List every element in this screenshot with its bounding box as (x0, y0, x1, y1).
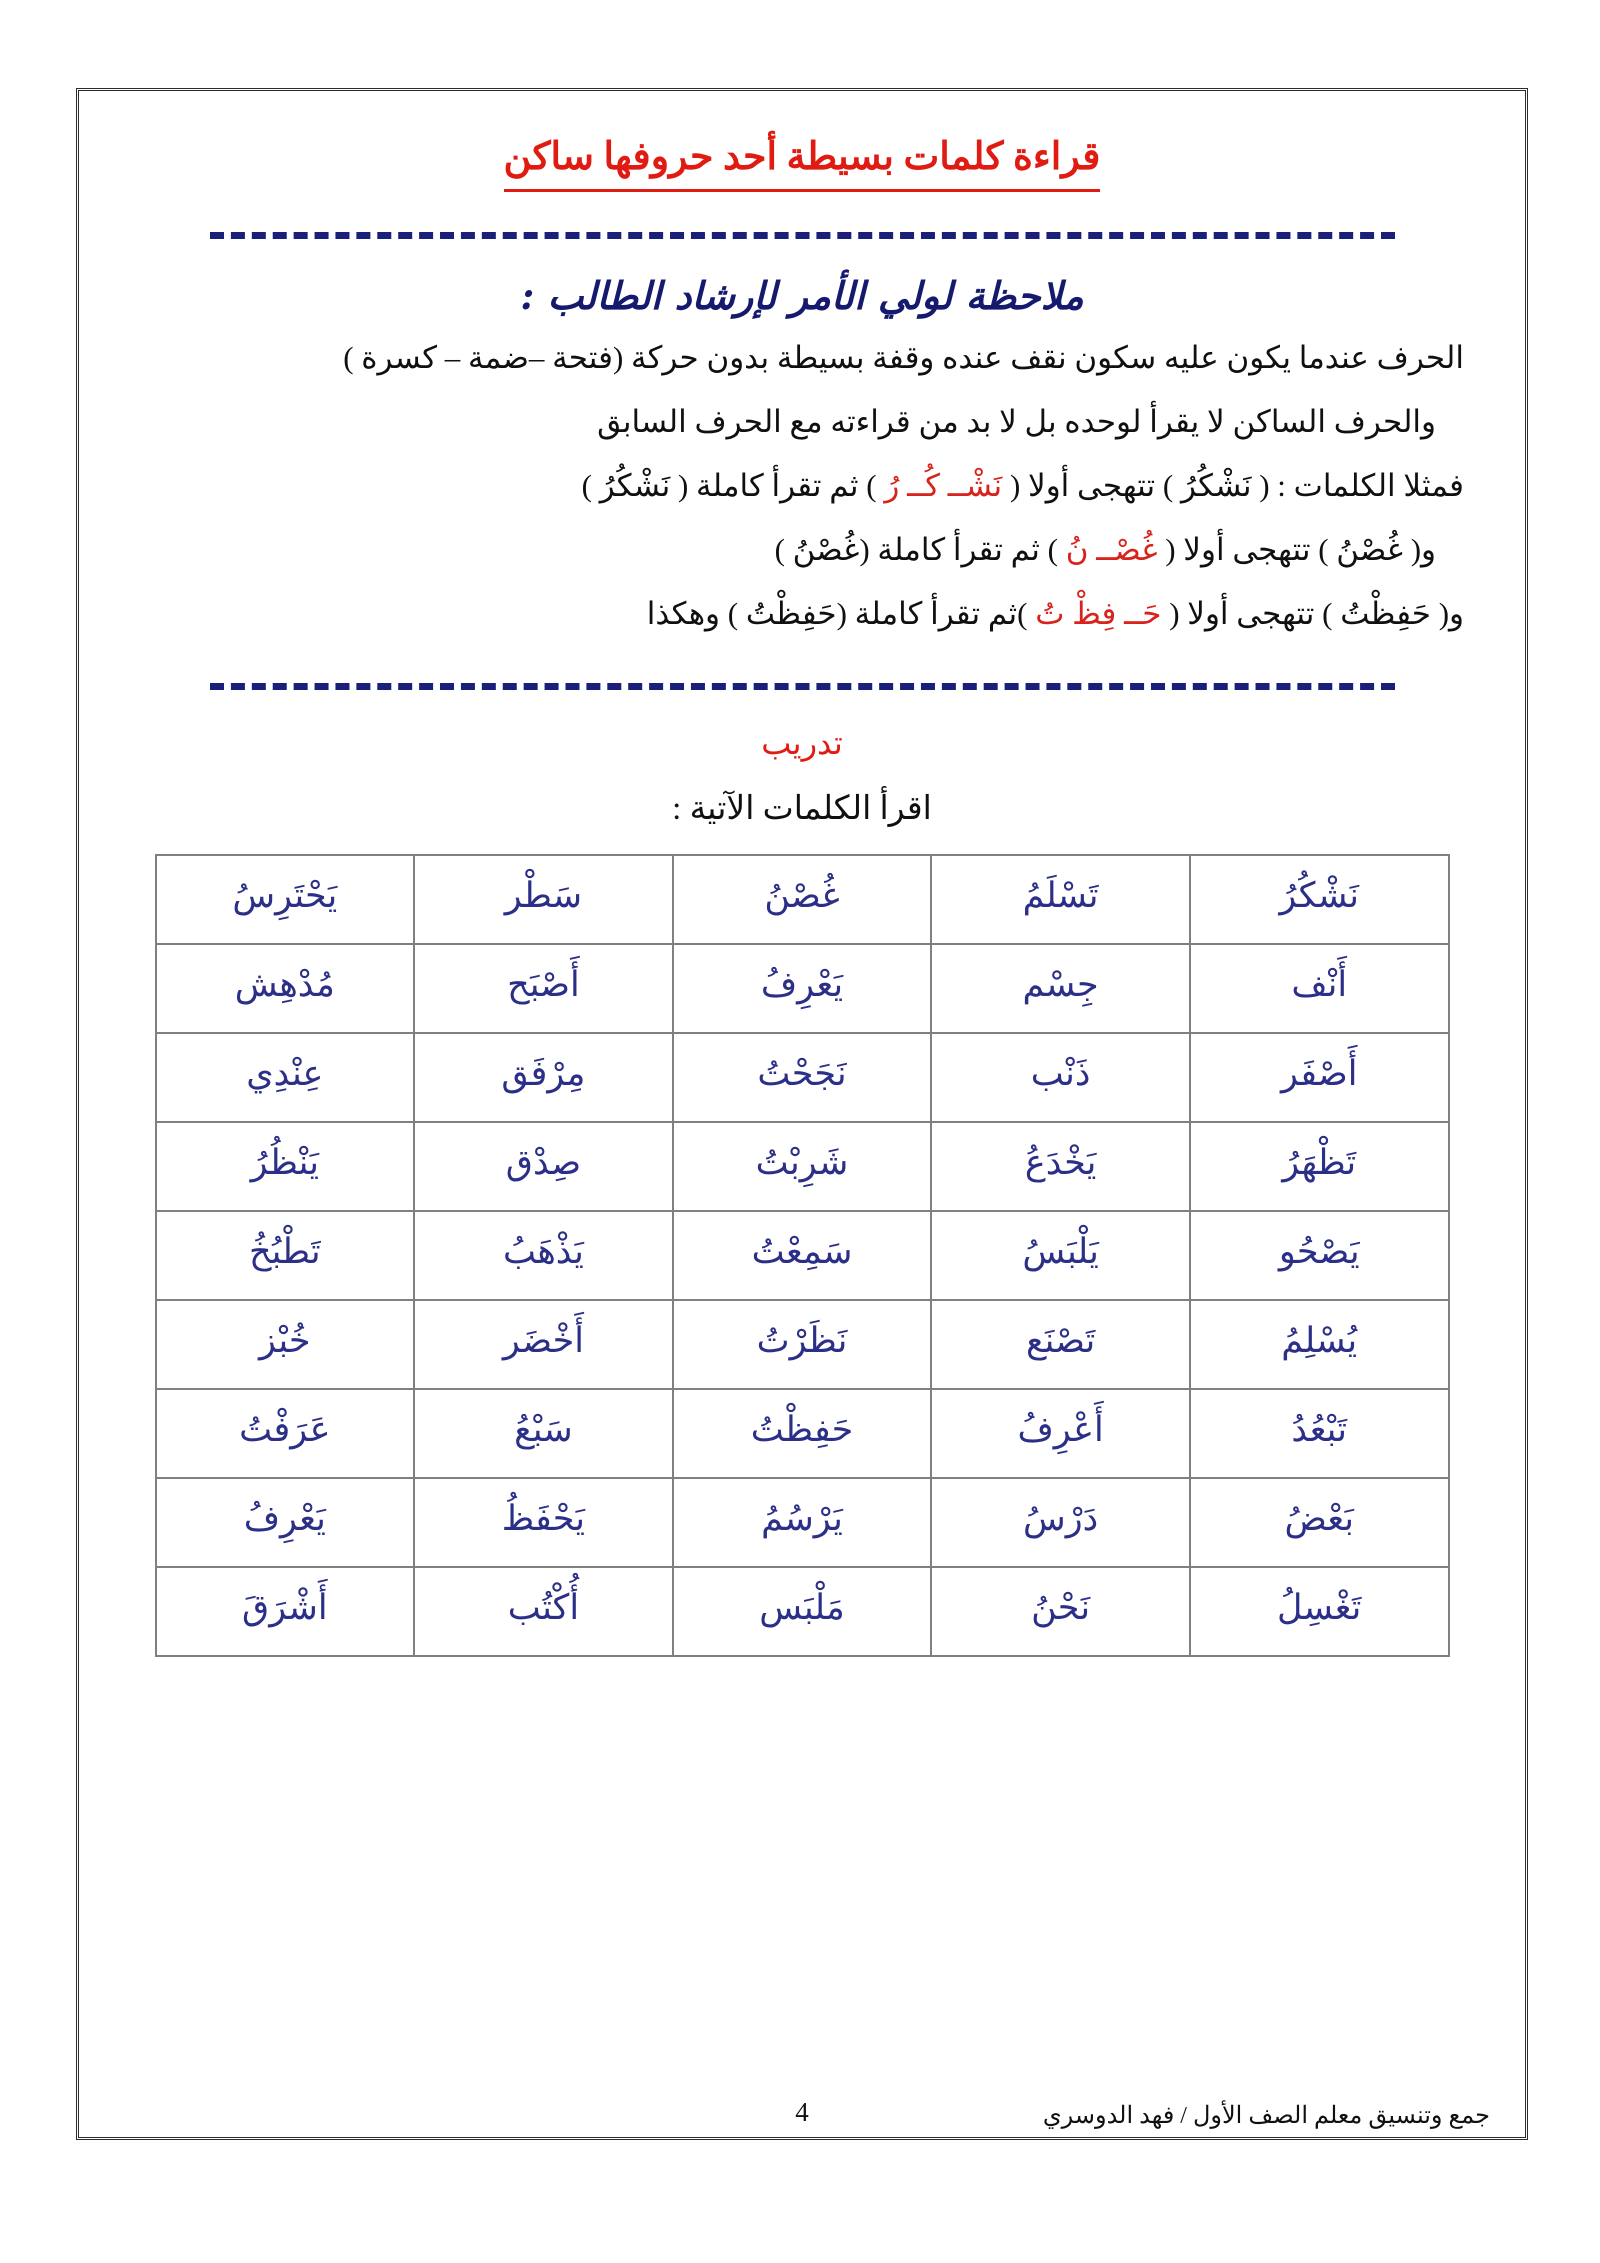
word-cell: ذَنْب (931, 1033, 1190, 1122)
words-table-body (156, 855, 1449, 1656)
word-cell: يَرْسُمُ (673, 1478, 932, 1567)
example-2-highlight: غُصْــ نُ (1065, 532, 1158, 568)
note-example-2 (140, 526, 1464, 574)
word-cell: خُبْز (156, 1300, 415, 1389)
example-1-suffix: ) ثم تقرأ كاملة ( نَشْكُرُ ) (581, 468, 885, 504)
word-cell: أُكْتُب (414, 1567, 673, 1656)
table-row (156, 1122, 1449, 1211)
table-row (156, 855, 1449, 944)
divider-top (210, 232, 1395, 239)
word-cell: غُصْنُ (673, 855, 932, 944)
word-cell: جِسْم (931, 944, 1190, 1033)
table-row (156, 944, 1449, 1033)
page-content (100, 96, 1504, 1657)
table-row (156, 1567, 1449, 1656)
page-title (140, 132, 1464, 192)
word-cell: تَطْبُخُ (156, 1211, 415, 1300)
word-cell: سَطْر (414, 855, 673, 944)
word-cell: مُدْهِش (156, 944, 415, 1033)
table-row (156, 1211, 1449, 1300)
word-cell: تَغْسِلُ (1190, 1567, 1449, 1656)
table-row (156, 1300, 1449, 1389)
table-row (156, 1389, 1449, 1478)
word-cell: نَجَحْتُ (673, 1033, 932, 1122)
word-cell: سَمِعْتُ (673, 1211, 932, 1300)
word-cell: بَعْضُ (1190, 1478, 1449, 1567)
word-cell: أَصْبَح (414, 944, 673, 1033)
footer-credit: جمع وتنسيق معلم الصف الأول / فهد الدوسري (1042, 2103, 1490, 2129)
page-title-text: قراءة كلمات بسيطة أحد حروفها ساكن (504, 132, 1101, 192)
word-cell: يَعْرِفُ (673, 944, 932, 1033)
note-heading: ملاحظة لولي الأمر لإرشاد الطالب : (520, 273, 1084, 319)
example-3-highlight: حَــ فِظْ تُ (1035, 596, 1162, 632)
footer-page-number: 4 (795, 2097, 809, 2127)
word-cell: يَعْرِفُ (156, 1478, 415, 1567)
word-cell: تَبْعُدُ (1190, 1389, 1449, 1478)
word-cell: دَرْسُ (931, 1478, 1190, 1567)
word-cell: تَصْنَع (931, 1300, 1190, 1389)
note-example-1 (140, 462, 1464, 510)
word-cell: يَنْظُرُ (156, 1122, 415, 1211)
drill-label: تدريب (761, 724, 843, 761)
word-cell: مَلْبَس (673, 1567, 932, 1656)
word-cell: تَظْهَرُ (1190, 1122, 1449, 1211)
example-2-prefix: و( غُصْنُ ) تتهجى أولا ( (1157, 532, 1436, 568)
word-cell: نَظَرْتُ (673, 1300, 932, 1389)
words-table (155, 854, 1450, 1657)
word-cell: صِدْق (414, 1122, 673, 1211)
word-cell: يَحْتَرِسُ (156, 855, 415, 944)
word-cell: يَحْفَظُ (414, 1478, 673, 1567)
word-cell: يَخْدَعُ (931, 1122, 1190, 1211)
word-cell: مِرْفَق (414, 1033, 673, 1122)
word-cell: يَلْبَسُ (931, 1211, 1190, 1300)
page-footer (100, 2097, 1504, 2141)
word-cell: أَعْرِفُ (931, 1389, 1190, 1478)
word-cell: يَذْهَبُ (414, 1211, 673, 1300)
note-example-3 (140, 590, 1464, 638)
word-cell: عَرَفْتُ (156, 1389, 415, 1478)
word-cell: تَسْلَمُ (931, 855, 1190, 944)
example-3-suffix: )ثم تقرأ كاملة (حَفِظْتُ ) وهكذا (646, 596, 1036, 632)
example-3-prefix: و( حَفِظْتُ ) تتهجى أولا ( (1161, 596, 1464, 632)
table-row (156, 1033, 1449, 1122)
word-cell: عِنْدِي (156, 1033, 415, 1122)
word-cell: أَصْفَر (1190, 1033, 1449, 1122)
word-cell: سَبْعُ (414, 1389, 673, 1478)
drill-instruction: اقرأ الكلمات الآتية : (672, 790, 932, 827)
word-cell: نَحْنُ (931, 1567, 1190, 1656)
word-cell: أَخْضَر (414, 1300, 673, 1389)
word-cell: شَرِبْتُ (673, 1122, 932, 1211)
note-line-2: والحرف الساكن لا يقرأ لوحده بل لا بد من قراءته مع الحرف السابق (597, 404, 1436, 440)
table-row (156, 1478, 1449, 1567)
word-cell: أَنْف (1190, 944, 1449, 1033)
example-1-prefix: فمثلا الكلمات : ( نَشْكُرُ ) تتهجى أولا ( (1002, 468, 1464, 504)
word-cell: أَشْرَقَ (156, 1567, 415, 1656)
example-1-highlight: نَشْــ كُــ رُ (884, 468, 1003, 504)
word-cell: نَشْكُرُ (1190, 855, 1449, 944)
divider-bottom (210, 683, 1395, 690)
word-cell: يُسْلِمُ (1190, 1300, 1449, 1389)
example-2-suffix: ) ثم تقرأ كاملة (غُصْنُ ) (774, 532, 1066, 568)
note-line-1: الحرف عندما يكون عليه سكون نقف عنده وقفة بسيطة بدون حركة (فتحة –ضمة – كسرة ) (343, 340, 1464, 376)
word-cell: حَفِظْتُ (673, 1389, 932, 1478)
word-cell: يَصْحُو (1190, 1211, 1449, 1300)
